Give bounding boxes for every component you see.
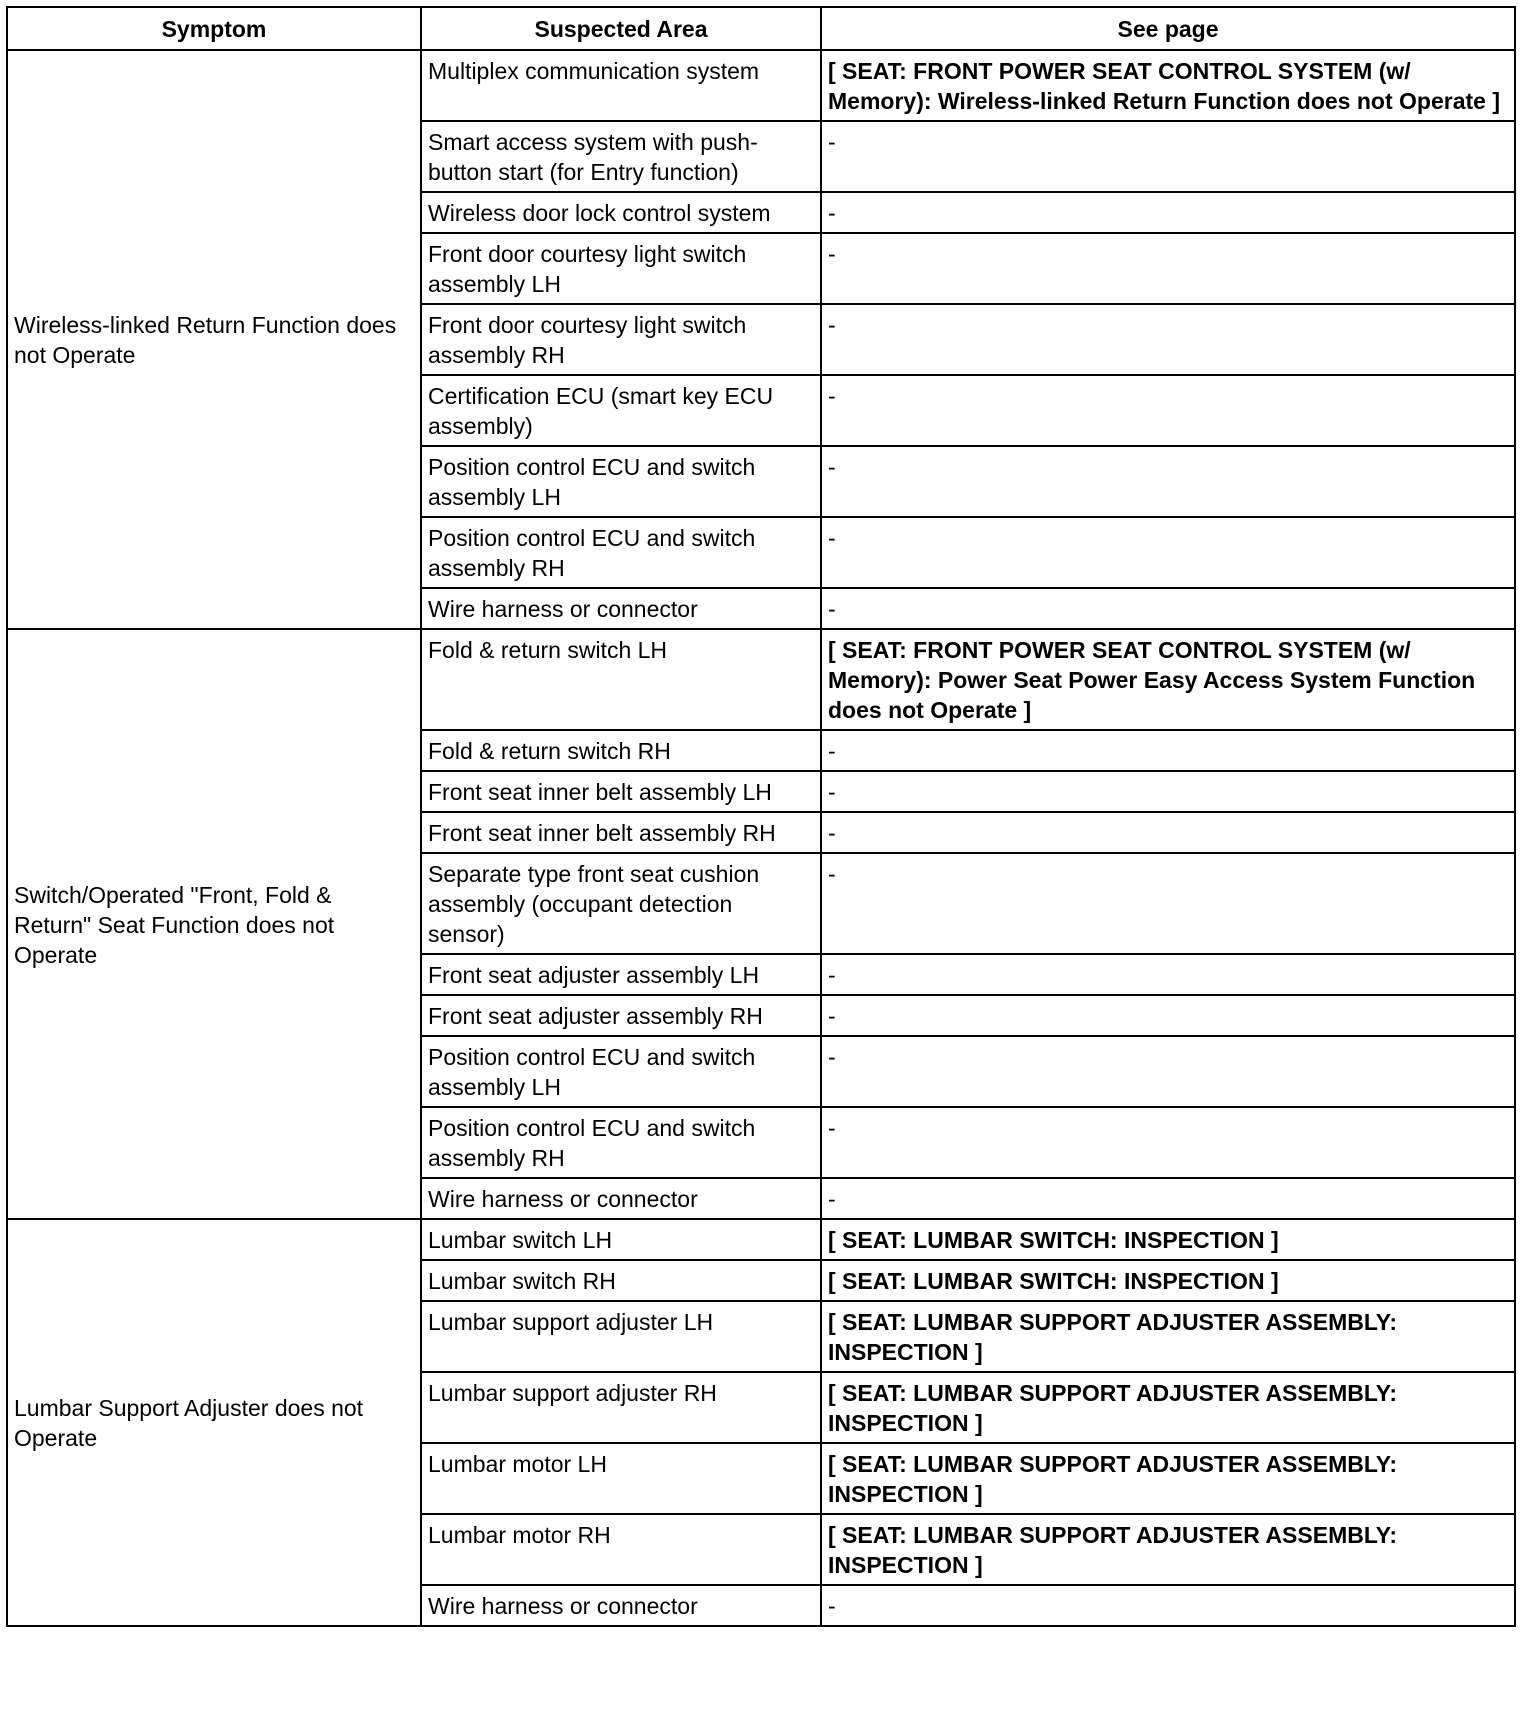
suspected-area-cell: Position control ECU and switch assembly RH <box>421 1107 821 1178</box>
see-page-reference-link[interactable]: [ SEAT: LUMBAR SUPPORT ADJUSTER ASSEMBLY: INSPECTION ] <box>821 1514 1515 1585</box>
see-page-cell: - <box>821 1036 1515 1107</box>
suspected-area-cell: Position control ECU and switch assembly LH <box>421 446 821 517</box>
suspected-area-cell: Multiplex communication system <box>421 50 821 121</box>
symptom-cell: Lumbar Support Adjuster does not Operate <box>7 1219 421 1626</box>
suspected-area-cell: Front seat adjuster assembly LH <box>421 954 821 995</box>
suspected-area-cell: Position control ECU and switch assembly RH <box>421 517 821 588</box>
suspected-area-cell: Smart access system with push-button start (for Entry function) <box>421 121 821 192</box>
see-page-cell: - <box>821 192 1515 233</box>
suspected-area-cell: Front door courtesy light switch assembly LH <box>421 233 821 304</box>
see-page-reference-link[interactable]: [ SEAT: LUMBAR SUPPORT ADJUSTER ASSEMBLY: INSPECTION ] <box>821 1301 1515 1372</box>
see-page-cell: - <box>821 121 1515 192</box>
see-page-cell: - <box>821 730 1515 771</box>
see-page-cell: - <box>821 588 1515 629</box>
see-page-cell: - <box>821 1178 1515 1219</box>
see-page-cell: - <box>821 1107 1515 1178</box>
suspected-area-cell: Wire harness or connector <box>421 1178 821 1219</box>
suspected-area-cell: Position control ECU and switch assembly LH <box>421 1036 821 1107</box>
suspected-area-cell: Wire harness or connector <box>421 588 821 629</box>
see-page-cell: - <box>821 446 1515 517</box>
see-page-cell: - <box>821 375 1515 446</box>
suspected-area-cell: Certification ECU (smart key ECU assembly) <box>421 375 821 446</box>
suspected-area-cell: Lumbar motor LH <box>421 1443 821 1514</box>
see-page-reference-link[interactable]: [ SEAT: LUMBAR SWITCH: INSPECTION ] <box>821 1260 1515 1301</box>
see-page-cell: - <box>821 304 1515 375</box>
suspected-area-cell: Front seat inner belt assembly RH <box>421 812 821 853</box>
suspected-area-cell: Lumbar switch LH <box>421 1219 821 1260</box>
suspected-area-cell: Separate type front seat cushion assembly (occupant detection sensor) <box>421 853 821 954</box>
header-suspected-area: Suspected Area <box>421 7 821 50</box>
see-page-reference-link[interactable]: [ SEAT: LUMBAR SWITCH: INSPECTION ] <box>821 1219 1515 1260</box>
suspected-area-cell: Lumbar support adjuster RH <box>421 1372 821 1443</box>
see-page-cell: - <box>821 517 1515 588</box>
suspected-area-cell: Wire harness or connector <box>421 1585 821 1626</box>
see-page-reference-link[interactable]: [ SEAT: FRONT POWER SEAT CONTROL SYSTEM (w/ Memory): Wireless-linked Return Function does not Operate ] <box>821 50 1515 121</box>
table-header <box>7 7 1515 50</box>
suspected-area-cell: Lumbar motor RH <box>421 1514 821 1585</box>
document-page <box>6 6 1516 1627</box>
symptom-cell: Switch/Operated "Front, Fold & Return" Seat Function does not Operate <box>7 629 421 1219</box>
suspected-area-cell: Front door courtesy light switch assembly RH <box>421 304 821 375</box>
header-see-page: See page <box>821 7 1515 50</box>
suspected-area-cell: Fold & return switch LH <box>421 629 821 730</box>
see-page-cell: - <box>821 954 1515 995</box>
see-page-reference-link[interactable]: [ SEAT: LUMBAR SUPPORT ADJUSTER ASSEMBLY: INSPECTION ] <box>821 1372 1515 1443</box>
see-page-cell: - <box>821 771 1515 812</box>
suspected-area-cell: Lumbar support adjuster LH <box>421 1301 821 1372</box>
suspected-area-cell: Front seat inner belt assembly LH <box>421 771 821 812</box>
table-body <box>7 50 1515 1626</box>
see-page-cell: - <box>821 233 1515 304</box>
table-row <box>7 50 1515 121</box>
see-page-cell: - <box>821 853 1515 954</box>
see-page-cell: - <box>821 1585 1515 1626</box>
suspected-area-cell: Wireless door lock control system <box>421 192 821 233</box>
see-page-reference-link[interactable]: [ SEAT: FRONT POWER SEAT CONTROL SYSTEM (w/ Memory): Power Seat Power Easy Access System Function does not Operate ] <box>821 629 1515 730</box>
header-symptom: Symptom <box>7 7 421 50</box>
symptom-cell: Wireless-linked Return Function does not Operate <box>7 50 421 629</box>
suspected-area-cell: Front seat adjuster assembly RH <box>421 995 821 1036</box>
suspected-area-cell: Fold & return switch RH <box>421 730 821 771</box>
table-row <box>7 629 1515 730</box>
suspected-area-cell: Lumbar switch RH <box>421 1260 821 1301</box>
header-row <box>7 7 1515 50</box>
see-page-cell: - <box>821 995 1515 1036</box>
see-page-reference-link[interactable]: [ SEAT: LUMBAR SUPPORT ADJUSTER ASSEMBLY: INSPECTION ] <box>821 1443 1515 1514</box>
problem-symptoms-table <box>6 6 1516 1627</box>
see-page-cell: - <box>821 812 1515 853</box>
table-row <box>7 1219 1515 1260</box>
